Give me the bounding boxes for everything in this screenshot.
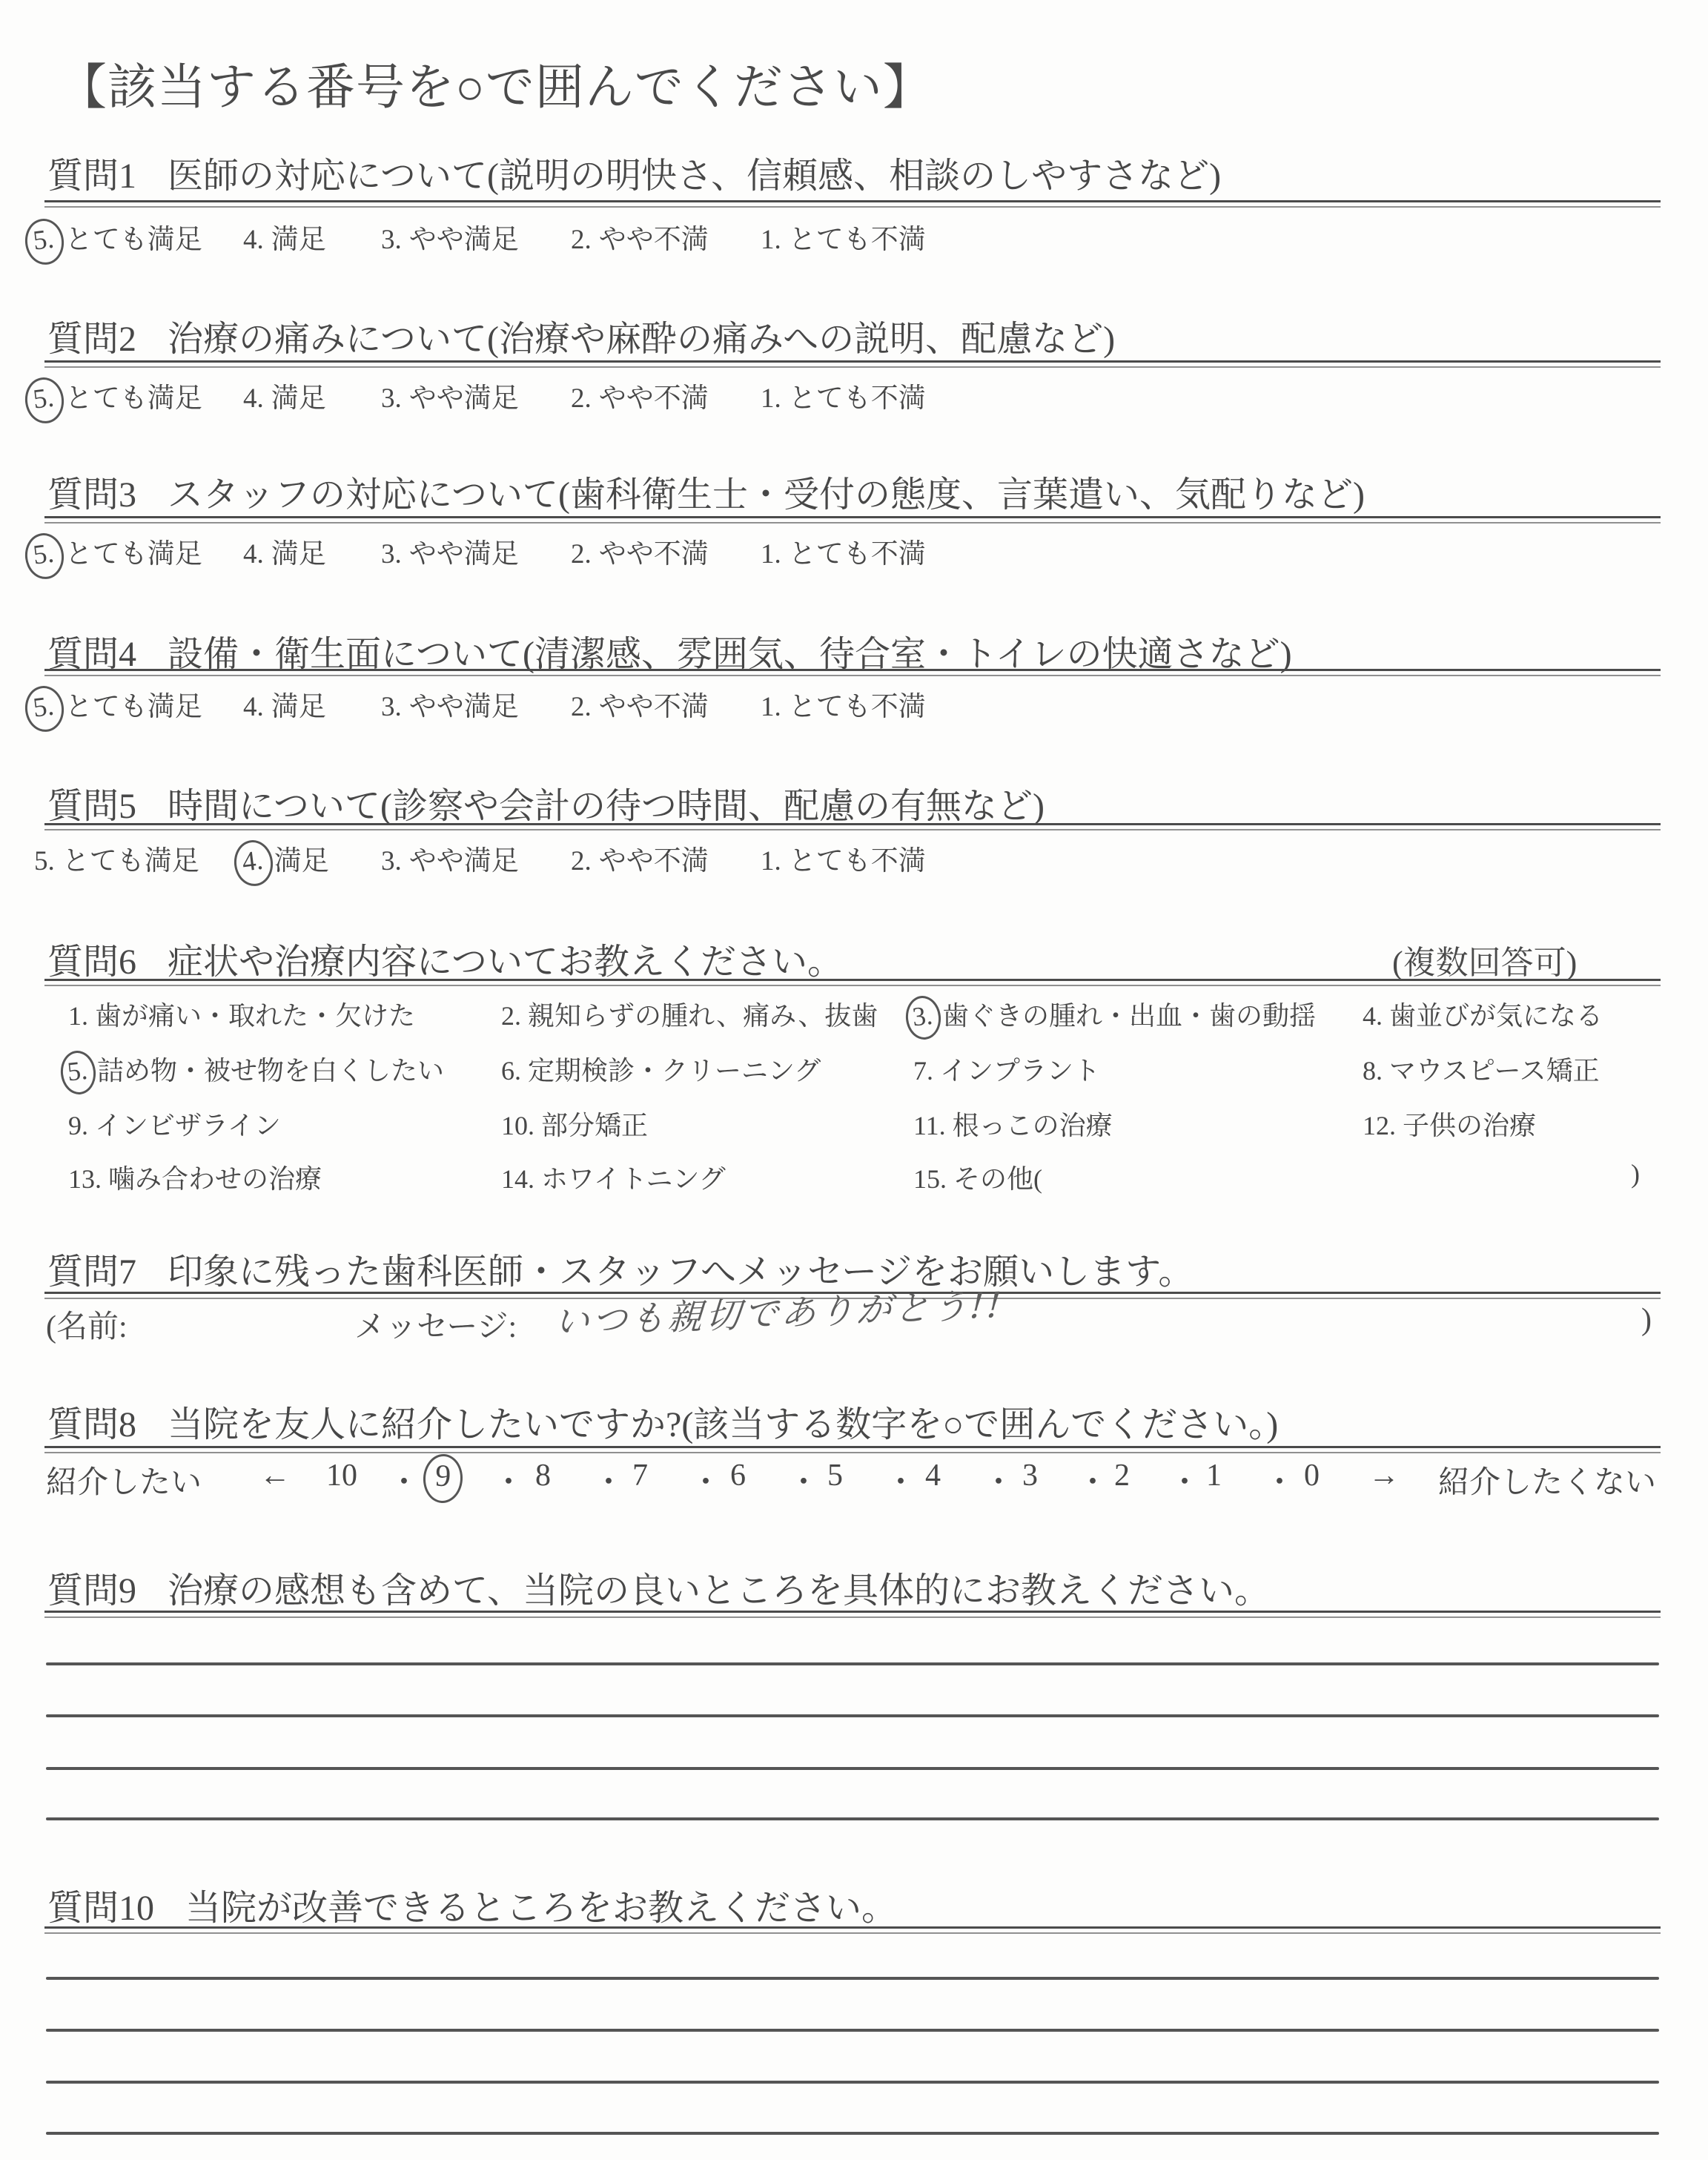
nps-number-value: 6 — [730, 1459, 746, 1493]
heading-underline — [44, 979, 1661, 986]
option — [243, 684, 326, 724]
option — [243, 217, 326, 257]
nps-left-label: 紹介したい — [46, 1466, 202, 1500]
option-label: 満足 — [271, 539, 326, 569]
answer-line — [46, 1977, 1659, 1980]
question-label: 質問9 — [47, 1571, 137, 1611]
option-label: 満足 — [274, 846, 329, 876]
option-label: とても不満 — [788, 539, 926, 569]
nps-number — [925, 1458, 941, 1493]
option — [761, 684, 926, 724]
option-number: 4. — [243, 692, 264, 722]
grid-item — [68, 1158, 322, 1196]
option — [31, 684, 202, 724]
handwritten-message: いつも親切でありがとう!! — [552, 1284, 1005, 1344]
item-label: 噛み合わせの治療 — [108, 1164, 322, 1194]
nps-number-value: 8 — [535, 1459, 551, 1493]
option-number: 2. — [571, 225, 592, 255]
option — [34, 838, 199, 878]
nps-number-value: 4 — [925, 1459, 941, 1493]
item-label: 歯が痛い・取れた・欠けた — [95, 1001, 416, 1031]
item-label: 子供の治療 — [1403, 1111, 1537, 1140]
nps-number — [827, 1458, 843, 1493]
option-label: とても満足 — [64, 539, 202, 569]
rating-question-heading — [47, 777, 1045, 828]
question-label: 質問6 — [47, 942, 137, 982]
options-row — [0, 371, 1708, 424]
item-number: 10. — [501, 1111, 534, 1140]
nps-separator: ・ — [885, 1466, 917, 1500]
item-number: 6. — [501, 1056, 521, 1086]
question-label: 質問8 — [47, 1405, 137, 1444]
nps-number — [1022, 1458, 1038, 1493]
option-number: 2. — [571, 846, 592, 876]
option — [761, 838, 926, 878]
option-number: 5. — [22, 217, 66, 267]
option-number: 1. — [761, 383, 781, 414]
option-number: 3. — [381, 225, 402, 255]
item-number: 14. — [501, 1164, 534, 1194]
option-number: 5. — [22, 375, 66, 426]
option-label: やや不満 — [598, 383, 709, 414]
grid-item — [501, 995, 878, 1033]
option-number: 2. — [571, 539, 592, 569]
options-row — [0, 679, 1708, 733]
grid-item — [501, 1105, 648, 1143]
item-number: 8. — [1363, 1056, 1383, 1086]
form-title: 【該当する番号を○で囲んでください】 — [58, 61, 933, 115]
item-number: 12. — [1363, 1111, 1396, 1140]
q8-heading — [47, 1396, 1278, 1447]
nps-separator: ・ — [493, 1466, 525, 1500]
heading-underline — [44, 516, 1661, 524]
option-label: とても不満 — [788, 846, 926, 876]
answer-line — [46, 2029, 1659, 2032]
heading-underline — [44, 360, 1661, 368]
nps-number-value: 10 — [326, 1459, 357, 1493]
item-label: 詰め物・被せ物を白くしたい — [97, 1056, 445, 1086]
option — [571, 375, 709, 415]
grid-item — [501, 1158, 726, 1196]
rating-question-heading — [47, 310, 1115, 361]
option-number: 1. — [761, 539, 781, 569]
options-row — [0, 212, 1708, 265]
option-label: とても不満 — [788, 383, 926, 414]
option — [381, 838, 519, 878]
option — [240, 838, 329, 879]
item-number: 11. — [913, 1111, 946, 1140]
option-label: とても不満 — [788, 225, 926, 255]
option-number: 3. — [381, 539, 402, 569]
q6-heading — [47, 933, 843, 984]
question-text: 時間について(診察や会計の待つ時間、配慮の有無など) — [168, 787, 1045, 826]
item-label: 親知らずの腫れ、痛み、抜歯 — [528, 1001, 878, 1031]
question-text: 症状や治療内容についてお教えください。 — [168, 942, 844, 982]
rating-question-heading — [47, 147, 1221, 198]
question-text: 当院が改善できるところをお教えください。 — [185, 1889, 898, 1928]
item-number: 4. — [1363, 1001, 1383, 1031]
heading-underline — [44, 669, 1661, 676]
question-label: 質問5 — [47, 787, 137, 826]
option-label: とても満足 — [64, 692, 202, 722]
item-label: 歯ぐきの腫れ・出血・歯の動揺 — [942, 1001, 1317, 1031]
item-label: インビザライン — [95, 1111, 281, 1140]
option-label: 満足 — [271, 383, 326, 414]
option-label: やや満足 — [408, 383, 519, 414]
option — [381, 217, 519, 257]
nps-number-value: 0 — [1304, 1459, 1320, 1493]
heading-underline — [44, 200, 1661, 208]
option-label: やや不満 — [598, 539, 709, 569]
grid-item — [65, 1050, 445, 1088]
item-number: 7. — [913, 1056, 933, 1086]
nps-number-value: 7 — [632, 1459, 648, 1493]
answer-line — [46, 1662, 1659, 1665]
rating-question-heading — [47, 466, 1365, 517]
question-label: 質問10 — [47, 1889, 155, 1928]
item-label: インプラント — [940, 1056, 1101, 1086]
option-number: 3. — [381, 383, 402, 414]
nps-separator: ・ — [388, 1466, 420, 1500]
item-number: 1. — [68, 1001, 88, 1031]
question-text: 印象に残った歯科医師・スタッフへメッセージをお願いします。 — [168, 1252, 1194, 1292]
nps-separator: ・ — [1169, 1466, 1201, 1500]
option — [761, 531, 926, 571]
grid-item — [913, 1050, 1100, 1088]
question-text: 設備・衛生面について(清潔感、雰囲気、待合室・トイレの快適さなど) — [168, 635, 1292, 674]
heading-underline — [44, 1446, 1661, 1453]
question-text: スタッフの対応について(歯科衛生士・受付の態度、言葉遣い、気配りなど) — [168, 475, 1366, 515]
nps-separator: ・ — [1264, 1466, 1296, 1500]
nps-number — [1114, 1458, 1130, 1493]
grid-item — [913, 1105, 1113, 1143]
option-number: 1. — [761, 846, 781, 876]
item-label: マウスピース矯正 — [1389, 1056, 1600, 1086]
option-label: やや不満 — [598, 225, 709, 255]
option-number: 4. — [243, 225, 264, 255]
option-label: とても満足 — [64, 225, 202, 255]
option — [381, 375, 519, 415]
option — [381, 531, 519, 571]
heading-underline — [44, 1611, 1661, 1618]
item-label: ホワイトニング — [541, 1164, 726, 1194]
item-number: 13. — [68, 1164, 102, 1194]
option-label: やや満足 — [408, 846, 519, 876]
grid-item — [1363, 1050, 1600, 1088]
q10-heading — [47, 1879, 897, 1930]
heading-underline — [44, 823, 1661, 830]
item-number: 3. — [904, 994, 943, 1042]
option-number: 4. — [243, 539, 264, 569]
option — [31, 375, 202, 416]
option-number: 1. — [761, 225, 781, 255]
option-number: 5. — [22, 684, 66, 734]
q7-heading — [47, 1243, 1194, 1294]
heading-underline — [44, 1926, 1661, 1934]
option — [381, 684, 519, 724]
nps-scale-row — [0, 1456, 1708, 1516]
nps-right-label: 紹介したくない — [1438, 1466, 1657, 1500]
nps-right-arrow-icon: → — [1368, 1459, 1400, 1493]
nps-number-value: 2 — [1114, 1459, 1130, 1493]
answer-line — [46, 2081, 1659, 2084]
item-label: その他( — [953, 1164, 1042, 1194]
options-row — [0, 833, 1708, 887]
item-number: 5. — [59, 1049, 98, 1097]
nps-number-value: 1 — [1206, 1459, 1222, 1493]
answer-line — [46, 1767, 1659, 1770]
nps-number — [535, 1458, 551, 1493]
option-number: 2. — [571, 383, 592, 414]
nps-number — [433, 1458, 453, 1496]
nps-number-value: 5 — [827, 1459, 843, 1493]
nps-separator: ・ — [593, 1466, 625, 1500]
options-row — [0, 526, 1708, 580]
answer-line — [46, 1817, 1659, 1820]
nps-number-value: 9 — [422, 1453, 463, 1505]
option-number: 5. — [34, 846, 55, 876]
item-label: 根っこの治療 — [952, 1111, 1113, 1140]
option-number: 1. — [761, 692, 781, 722]
item-label: 歯並びが気になる — [1389, 1001, 1603, 1031]
nps-number — [632, 1458, 648, 1493]
option-label: とても不満 — [788, 692, 926, 722]
answer-line — [46, 2132, 1659, 2135]
question-label: 質問4 — [47, 635, 137, 674]
grid-item — [1363, 1105, 1536, 1143]
question-text: 当院を友人に紹介したいですか?(該当する数字を○で囲んでください。) — [168, 1405, 1279, 1444]
option-label: とても満足 — [64, 383, 202, 414]
nps-separator: ・ — [983, 1466, 1015, 1500]
option-number: 3. — [381, 692, 402, 722]
question-text: 治療の痛みについて(治療や麻酔の痛みへの説明、配慮など) — [168, 320, 1116, 359]
item-number: 15. — [913, 1164, 947, 1194]
grid-item — [501, 1050, 821, 1088]
option-label: やや満足 — [408, 692, 519, 722]
question-text: 治療の感想も含めて、当院の良いところを具体的にお教えください。 — [168, 1571, 1271, 1611]
question-label: 質問1 — [47, 156, 137, 196]
answer-line — [46, 1714, 1659, 1717]
option — [31, 531, 202, 572]
item-number: 9. — [68, 1111, 88, 1140]
option-number: 4. — [231, 838, 275, 888]
option — [243, 375, 326, 415]
q9-heading — [47, 1562, 1270, 1613]
question-label: 質問3 — [47, 475, 137, 515]
question-text: 医師の対応について(説明の明快さ、信頼感、相談のしやすさなど) — [168, 156, 1222, 196]
grid-item — [1363, 995, 1603, 1033]
grid-item — [913, 1158, 1042, 1196]
option-label: やや不満 — [598, 846, 709, 876]
message-field-label: メッセージ: — [354, 1310, 517, 1344]
option-label: 満足 — [271, 225, 326, 255]
other-close-paren: ) — [1631, 1159, 1640, 1189]
option-label: やや不満 — [598, 692, 709, 722]
option-label: 満足 — [271, 692, 326, 722]
nps-number-value: 3 — [1022, 1459, 1038, 1493]
name-field-label: (名前: — [46, 1310, 128, 1344]
grid-item — [68, 995, 415, 1033]
option — [571, 217, 709, 257]
option-number: 2. — [571, 692, 592, 722]
option-label: やや満足 — [408, 539, 519, 569]
nps-left-arrow-icon: ← — [259, 1459, 291, 1493]
option-number: 4. — [243, 383, 264, 414]
option — [571, 838, 709, 878]
option-number: 5. — [22, 531, 66, 581]
q6-multi-answer-note: (複数回答可) — [1392, 945, 1578, 981]
option — [571, 684, 709, 724]
nps-number — [1206, 1458, 1222, 1493]
nps-number — [1304, 1458, 1320, 1493]
question-label: 質問7 — [47, 1252, 137, 1292]
option-label: とても満足 — [62, 846, 199, 876]
nps-separator: ・ — [788, 1466, 820, 1500]
option — [761, 375, 926, 415]
nps-number — [730, 1458, 746, 1493]
item-number: 2. — [501, 1001, 521, 1031]
option — [243, 531, 326, 571]
item-label: 部分矯正 — [541, 1111, 649, 1140]
nps-separator: ・ — [690, 1466, 722, 1500]
question-label: 質問2 — [47, 320, 137, 359]
message-close-paren: ) — [1641, 1303, 1652, 1337]
option — [571, 531, 709, 571]
item-label: 定期検診・クリーニング — [528, 1056, 821, 1086]
grid-item — [910, 995, 1317, 1033]
nps-separator: ・ — [1077, 1466, 1109, 1500]
option — [31, 217, 202, 257]
option-number: 3. — [381, 846, 402, 876]
option — [761, 217, 926, 257]
grid-item — [68, 1105, 281, 1143]
nps-number — [326, 1458, 357, 1493]
option-label: やや満足 — [408, 225, 519, 255]
